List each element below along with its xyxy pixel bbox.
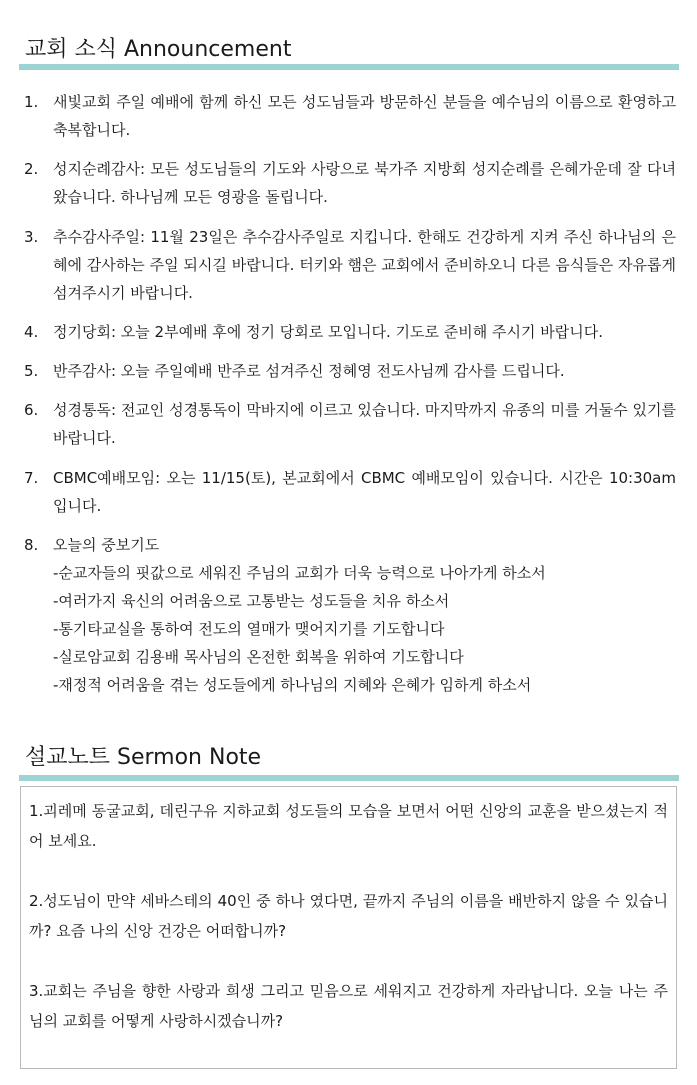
announcement-item-number: 4. [24,323,39,341]
sermon-question-1: 1.괴레메 동굴교회, 데린구유 지하교회 성도들의 모습을 보면서 어떤 신앙의 교훈을 받으셨는지 적어 보세요. [29,802,668,850]
announcement-item-8 [24,531,676,699]
announcement-item-number: 7. [24,469,39,487]
announcement-item-3 [24,223,676,307]
announcement-item-text: 오늘의 중보기도 [53,536,160,554]
prayer-request-line: -통기타교실을 통하여 전도의 열매가 맺어지기를 기도합니다 [53,620,445,638]
announcement-item-6 [24,396,676,452]
prayer-request-line: -순교자들의 핏값으로 세워진 주님의 교회가 더욱 능력으로 나아가게 하소서 [53,564,546,582]
announcement-title-rule [19,64,679,70]
sermon-note-box [20,786,677,1069]
announcement-item-1 [24,88,676,144]
announcement-item-text: CBMC예배모임: 오는 11/15(토), 본교회에서 CBMC 예배모임이 있습니다. 시간은 10:30am 입니다. [53,469,676,515]
announcement-item-7 [24,464,676,520]
announcement-item-number: 6. [24,401,39,419]
announcement-item-text: 추수감사주일: 11월 23일은 추수감사주일로 지킵니다. 한해도 건강하게 지켜 주신 하나님의 은혜에 감사하는 주일 되시길 바랍니다. 터키와 햄은 교회에서 준비하오니 다른 음식들은 자유롭게 섬겨주시기 바랍니다. [53,228,676,302]
announcement-item-2 [24,155,676,211]
prayer-request-line: -실로암교회 김용배 목사님의 온전한 회복을 위하여 기도합니다 [53,648,464,666]
announcement-item-number: 1. [24,93,39,111]
announcement-title: 교회 소식 Announcement [25,37,292,62]
sermon-note-title: 설교노트 Sermon Note [25,745,262,770]
announcement-item-number: 2. [24,160,39,178]
announcement-item-number: 8. [24,536,39,554]
announcement-item-text: 반주감사: 오늘 주일예배 반주로 섬겨주신 정혜영 전도사님께 감사를 드립니다. [53,362,565,380]
sermon-question-2: 2.성도님이 만약 세바스테의 40인 중 하나 였다면, 끝까지 주님의 이름을 배반하지 않을 수 있습니까? 요즘 나의 신앙 건강은 어떠합니까? [29,892,668,940]
announcement-item-number: 3. [24,228,39,246]
announcement-list [24,88,676,699]
announcement-item-text: 새빛교회 주일 예배에 함께 하신 모든 성도님들과 방문하신 분들을 예수님의 이름으로 환영하고 축복합니다. [53,93,677,139]
sermon-question-3: 3.교회는 주님을 향한 사랑과 희생 그리고 믿음으로 세워지고 건강하게 자라납니다. 오늘 나는 주님의 교회를 어떻게 사랑하시겠습니까? [29,982,668,1030]
announcement-item-text: 정기당회: 오늘 2부예배 후에 정기 당회로 모입니다. 기도로 준비해 주시기 바랍니다. [53,323,603,341]
announcement-item-5 [24,357,676,385]
prayer-request-line: -여러가지 육신의 어려움으로 고통받는 성도들을 치유 하소서 [53,592,450,610]
announcement-item-text: 성경통독: 전교인 성경통독이 막바지에 이르고 있습니다. 마지막까지 유종의 미를 거둘수 있기를 바랍니다. [53,401,676,447]
prayer-request-line: -재정적 어려움을 겪는 성도들에게 하나님의 지혜와 은혜가 임하게 하소서 [53,676,532,694]
announcement-item-text: 성지순례감사: 모든 성도님들의 기도와 사랑으로 북가주 지방회 성지순례를 은혜가운데 잘 다녀왔습니다. 하나님께 모든 영광을 돌립니다. [53,160,676,206]
announcement-item-4 [24,318,676,346]
sermon-note-title-rule [19,775,679,781]
announcement-item-number: 5. [24,362,39,380]
